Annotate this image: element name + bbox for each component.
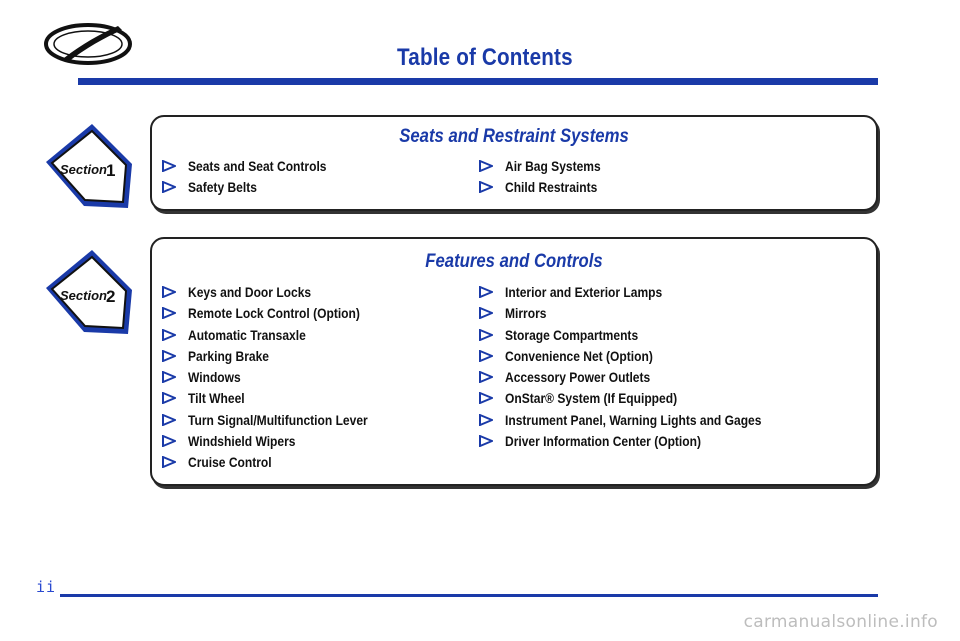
item-label: OnStar® System (If Equipped) bbox=[505, 390, 678, 407]
list-item[interactable] bbox=[479, 432, 803, 453]
item-label: Interior and Exterior Lamps bbox=[505, 284, 663, 300]
item-label: Cruise Control bbox=[188, 454, 272, 471]
item-label: Automatic Transaxle bbox=[188, 326, 306, 343]
section-2-box bbox=[150, 237, 878, 486]
list-item[interactable] bbox=[162, 389, 397, 410]
section-2-badge-icon bbox=[40, 244, 140, 344]
page-number: ii bbox=[36, 578, 57, 596]
section-1-badge-number: 1 bbox=[106, 161, 116, 180]
list-item[interactable] bbox=[162, 178, 349, 199]
arrow-bullet-icon bbox=[479, 329, 493, 341]
arrow-bullet-icon bbox=[162, 371, 176, 383]
item-label: Tilt Wheel bbox=[188, 390, 245, 407]
header-rule bbox=[78, 78, 878, 85]
section-2-title[interactable]: Features and Controls bbox=[425, 251, 603, 272]
list-item[interactable] bbox=[479, 178, 616, 199]
arrow-bullet-icon bbox=[162, 435, 176, 447]
list-item[interactable] bbox=[162, 304, 397, 325]
list-item[interactable] bbox=[162, 368, 397, 389]
arrow-bullet-icon bbox=[479, 392, 493, 404]
list-item[interactable] bbox=[479, 368, 803, 389]
list-item[interactable] bbox=[162, 453, 397, 474]
list-item[interactable] bbox=[162, 347, 397, 368]
arrow-bullet-icon bbox=[162, 456, 176, 468]
list-item[interactable] bbox=[162, 432, 397, 453]
arrow-bullet-icon bbox=[162, 329, 176, 341]
list-item[interactable] bbox=[479, 347, 803, 368]
list-item[interactable] bbox=[479, 326, 803, 347]
section-1-left-column bbox=[162, 157, 349, 200]
section-1-title[interactable]: Seats and Restraint Systems bbox=[399, 126, 629, 147]
arrow-bullet-icon bbox=[479, 414, 493, 426]
arrow-bullet-icon bbox=[162, 350, 176, 362]
section-2-left-column bbox=[162, 283, 397, 475]
item-label: Driver Information Center (Option) bbox=[505, 433, 701, 450]
list-item[interactable] bbox=[162, 411, 397, 432]
list-item[interactable] bbox=[162, 157, 349, 178]
item-label: Storage Compartments bbox=[505, 326, 639, 343]
page-title: Table of Contents bbox=[397, 44, 573, 71]
item-label: Child Restraints bbox=[505, 179, 598, 196]
item-label: Parking Brake bbox=[188, 347, 269, 364]
item-label: Windshield Wipers bbox=[188, 433, 296, 450]
item-label: Keys and Door Locks bbox=[188, 284, 312, 300]
item-label: Instrument Panel, Warning Lights and Gages bbox=[505, 411, 762, 428]
arrow-bullet-icon bbox=[479, 160, 493, 172]
list-item[interactable] bbox=[479, 283, 803, 304]
item-label: Accessory Power Outlets bbox=[505, 369, 651, 386]
arrow-bullet-icon bbox=[162, 392, 176, 404]
arrow-bullet-icon bbox=[162, 160, 176, 172]
section-2-right-column bbox=[479, 283, 803, 453]
list-item[interactable] bbox=[479, 389, 803, 410]
arrow-bullet-icon bbox=[162, 286, 176, 298]
item-label: Convenience Net (Option) bbox=[505, 347, 653, 364]
item-label: Remote Lock Control (Option) bbox=[188, 305, 360, 322]
item-label: Windows bbox=[188, 369, 241, 386]
list-item[interactable] bbox=[162, 326, 397, 347]
arrow-bullet-icon bbox=[479, 286, 493, 298]
arrow-bullet-icon bbox=[162, 307, 176, 319]
section-1-box bbox=[150, 115, 878, 211]
watermark: carmanualsonline.info bbox=[743, 612, 938, 632]
footer-rule bbox=[60, 594, 878, 597]
arrow-bullet-icon bbox=[479, 181, 493, 193]
list-item[interactable] bbox=[162, 283, 397, 304]
item-label: Turn Signal/Multifunction Lever bbox=[188, 411, 368, 428]
section-1-badge-word: Section bbox=[60, 162, 107, 177]
arrow-bullet-icon bbox=[479, 350, 493, 362]
section-1-right-column bbox=[479, 157, 616, 200]
arrow-bullet-icon bbox=[479, 371, 493, 383]
section-1-badge-icon bbox=[40, 118, 140, 218]
arrow-bullet-icon bbox=[162, 181, 176, 193]
list-item[interactable] bbox=[479, 411, 803, 432]
item-label: Air Bag Systems bbox=[505, 158, 601, 174]
list-item[interactable] bbox=[479, 304, 803, 325]
arrow-bullet-icon bbox=[479, 435, 493, 447]
section-2-badge-word: Section bbox=[60, 288, 107, 303]
section-2-badge-number: 2 bbox=[106, 287, 116, 306]
arrow-bullet-icon bbox=[162, 414, 176, 426]
item-label: Seats and Seat Controls bbox=[188, 158, 327, 174]
list-item[interactable] bbox=[479, 157, 616, 178]
item-label: Safety Belts bbox=[188, 179, 257, 196]
item-label: Mirrors bbox=[505, 305, 547, 322]
arrow-bullet-icon bbox=[479, 307, 493, 319]
